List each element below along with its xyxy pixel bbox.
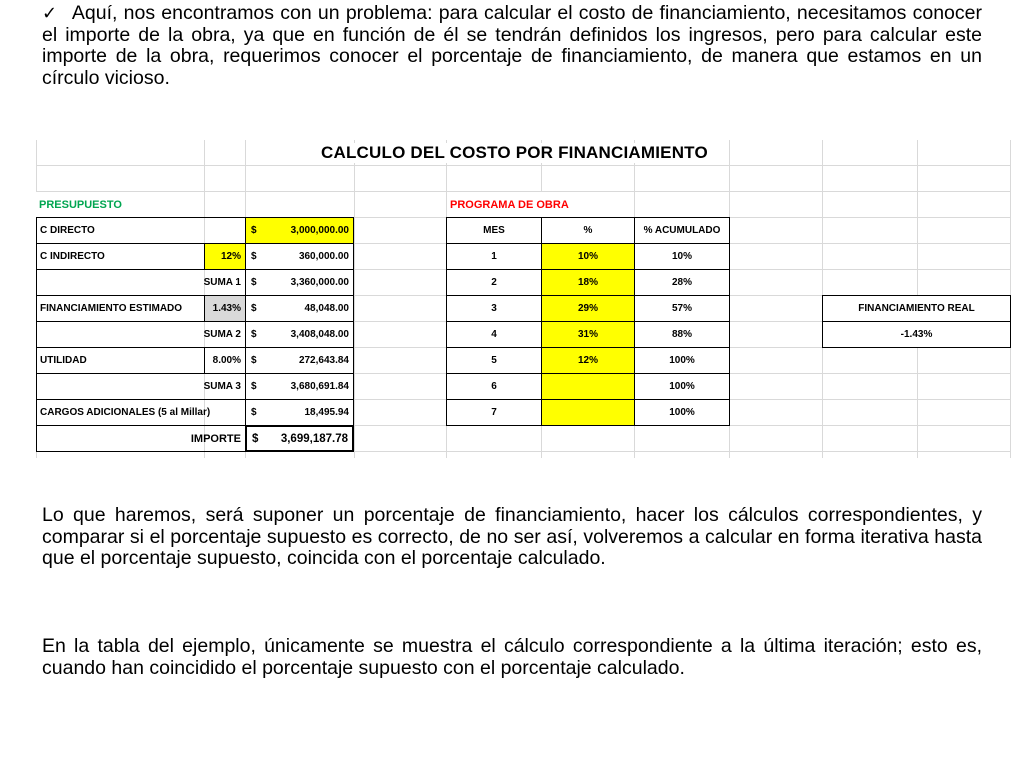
programa-acum: 57%	[634, 295, 730, 322]
row-suma3-amount: $ 3,680,691.84	[245, 373, 354, 400]
presupuesto-header: PRESUPUESTO	[36, 192, 204, 217]
row-c-directo-amount: $ 3,000,000.00	[245, 217, 354, 244]
programa-acum: 100%	[634, 399, 730, 426]
intro-paragraph	[42, 3, 982, 89]
row-financiamiento-label: FINANCIAMIENTO ESTIMADO	[36, 295, 205, 322]
row-utilidad-pct: 8.00%	[204, 347, 246, 374]
programa-mes: 7	[446, 399, 542, 426]
programa-acum: 28%	[634, 269, 730, 296]
programa-mes: 5	[446, 347, 542, 374]
programa-mes: 6	[446, 373, 542, 400]
row-c-directo-label: C DIRECTO	[36, 217, 246, 244]
programa-header: PROGRAMA DE OBRA	[447, 192, 627, 217]
row-c-indirecto-pct: 12%	[204, 243, 246, 270]
programa-mes: 3	[446, 295, 542, 322]
programa-col-pct: %	[541, 217, 635, 244]
row-utilidad-label: UTILIDAD	[36, 347, 205, 374]
programa-acum: 88%	[634, 321, 730, 348]
paragraph-example: En la tabla del ejemplo, únicamente se muestra el cálculo correspondiente a la última iteración; esto es, cuando han coincidido el porcentaje supuesto con el porcentaje calculado.	[42, 635, 982, 679]
programa-mes: 4	[446, 321, 542, 348]
row-importe-amount: $ 3,699,187.78	[245, 425, 354, 452]
spreadsheet-image	[36, 140, 1011, 458]
programa-pct: 10%	[541, 243, 635, 270]
row-c-indirecto-label: C INDIRECTO	[36, 243, 205, 270]
row-suma3-label: SUMA 3	[36, 373, 246, 400]
programa-col-acum: % ACUMULADO	[634, 217, 730, 244]
intro-text: Aquí, nos encontramos con un problema: para calcular el costo de financiamiento, necesitamos conocer el importe de la obra, ya que en función de él se tendrán definidos los ingresos, pero para calcular este importe de la obra, requerimos conocer el porcentaje de financiamiento, de manera que estamos en un círculo vicioso.	[42, 2, 982, 89]
programa-acum: 10%	[634, 243, 730, 270]
row-suma1-label: SUMA 1	[36, 269, 246, 296]
row-cargos-amount: $ 18,495.94	[245, 399, 354, 426]
programa-pct: 31%	[541, 321, 635, 348]
programa-mes: 1	[446, 243, 542, 270]
programa-pct	[541, 399, 635, 426]
row-importe-label: IMPORTE	[36, 425, 246, 452]
financiamiento-real-value: -1.43%	[822, 321, 1011, 348]
checkmark-icon: ✓	[42, 3, 58, 24]
programa-pct: 18%	[541, 269, 635, 296]
row-cargos-label: CARGOS ADICIONALES (5 al Millar)	[36, 399, 246, 426]
row-financiamiento-amount: $ 48,048.00	[245, 295, 354, 322]
row-suma1-amount: $ 3,360,000.00	[245, 269, 354, 296]
row-suma2-label: SUMA 2	[36, 321, 246, 348]
programa-col-mes: MES	[446, 217, 542, 244]
row-c-indirecto-amount: $ 360,000.00	[245, 243, 354, 270]
paragraph-iterative: Lo que haremos, será suponer un porcentaje de financiamiento, hacer los cálculos correspondientes, y comparar si el porcentaje supuesto es correcto, de no ser así, volveremos a calcular en forma iterativa hasta que el porcentaje supuesto, coincida con el porcentaje calculado.	[42, 504, 982, 569]
row-suma2-amount: $ 3,408,048.00	[245, 321, 354, 348]
row-financiamiento-pct: 1.43%	[204, 295, 246, 322]
programa-pct: 12%	[541, 347, 635, 374]
sheet-title: CALCULO DEL COSTO POR FINANCIAMIENTO	[317, 143, 712, 163]
financiamiento-real-label: FINANCIAMIENTO REAL	[822, 295, 1011, 322]
programa-acum: 100%	[634, 373, 730, 400]
programa-pct	[541, 373, 635, 400]
row-utilidad-amount: $ 272,643.84	[245, 347, 354, 374]
programa-acum: 100%	[634, 347, 730, 374]
programa-pct: 29%	[541, 295, 635, 322]
programa-mes: 2	[446, 269, 542, 296]
